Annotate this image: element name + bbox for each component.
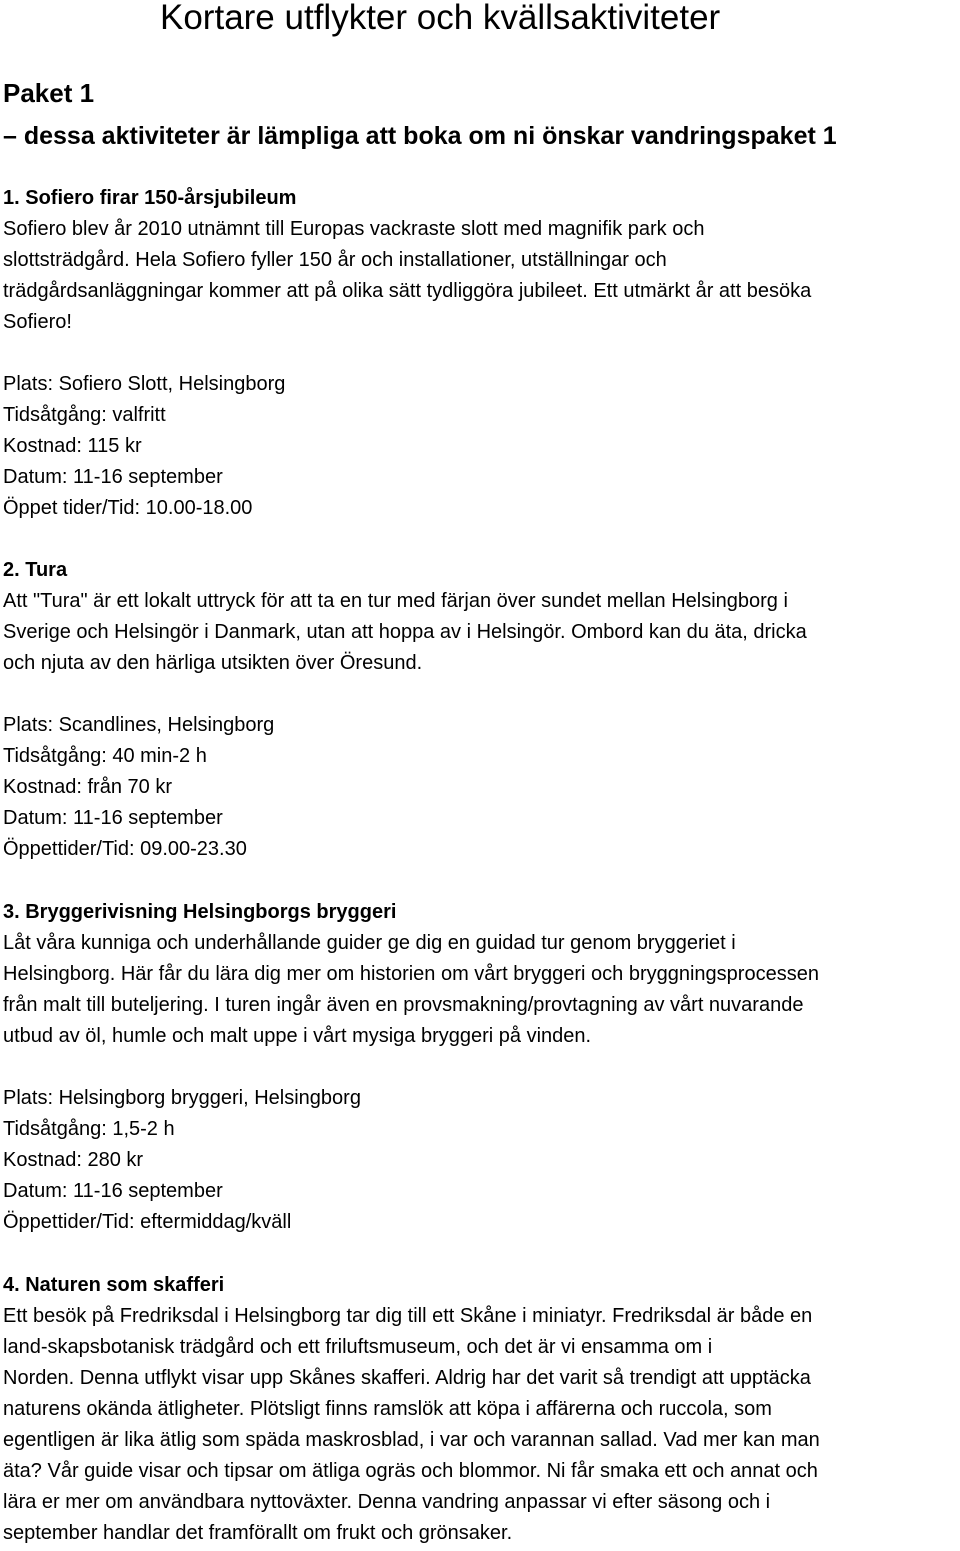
activity-description-line: och njuta av den härliga utsikten över Öresund. <box>3 652 423 674</box>
activity-detail: Tidsåtgång: valfritt <box>3 404 166 426</box>
activity-description-line: Sofiero blev år 2010 utnämnt till Europas vackraste slott med magnifik park och <box>3 218 705 240</box>
activity-detail: Kostnad: från 70 kr <box>3 776 172 798</box>
activity-detail: Plats: Sofiero Slott, Helsingborg <box>3 373 286 395</box>
activity-description-line: naturens okända ätligheter. Plötsligt finns ramslök att köpa i affärerna och ruccola, som <box>3 1398 772 1420</box>
activity-heading: 3. Bryggerivisning Helsingborgs bryggeri <box>3 901 397 923</box>
activity-description-line: från malt till buteljering. I turen ingår även en provsmakning/provtagning av vårt nuvarande <box>3 994 804 1016</box>
activity-detail: Datum: 11-16 september <box>3 466 223 488</box>
package-subtitle: – dessa aktiviteter är lämpliga att boka om ni önskar vandringspaket 1 <box>3 122 837 150</box>
activity-detail: Plats: Scandlines, Helsingborg <box>3 714 275 736</box>
activity-detail: Öppettider/Tid: 09.00-23.30 <box>3 838 247 860</box>
activity-description-line: Helsingborg. Här får du lära dig mer om historien om vårt bryggeri och bryggningsprocessen <box>3 963 819 985</box>
page-title: Kortare utflykter och kvällsaktiviteter <box>160 0 721 37</box>
activity-description-line: Att "Tura" är ett lokalt uttryck för att ta en tur med färjan över sundet mellan Helsingborg i <box>3 590 788 612</box>
activity-description-line: trädgårdsanläggningar kommer att på olika sätt tydliggöra jubileet. Ett utmärkt år att besöka <box>3 280 812 302</box>
activity-detail: Tidsåtgång: 40 min-2 h <box>3 745 207 767</box>
activity-detail: Plats: Helsingborg bryggeri, Helsingborg <box>3 1087 361 1109</box>
activity-heading: 2. Tura <box>3 559 68 581</box>
activity-description-line: Sofiero! <box>3 311 72 333</box>
activity-detail: Datum: 11-16 september <box>3 807 223 829</box>
activity-heading: 4. Naturen som skafferi <box>3 1274 225 1296</box>
activity-heading: 1. Sofiero firar 150-årsjubileum <box>3 187 297 209</box>
activity-description-line: september handlar det framförallt om frukt och grönsaker. <box>3 1522 513 1544</box>
activity-description-line: egentligen är lika ätlig som späda maskrosblad, i var och varannan sallad. Vad mer kan man <box>3 1429 820 1451</box>
activity-detail: Kostnad: 115 kr <box>3 435 142 457</box>
package-title: Paket 1 <box>3 78 95 108</box>
activity-detail: Kostnad: 280 kr <box>3 1149 144 1171</box>
activity-description-line: äta? Vår guide visar och tipsar om ätliga ogräs och blommor. Ni får smaka ett och annat och <box>3 1460 818 1482</box>
activity-description-line: Ett besök på Fredriksdal i Helsingborg tar dig till ett Skåne i miniatyr. Fredriksdal är både en <box>3 1305 813 1327</box>
activity-description-line: utbud av öl, humle och malt uppe i vårt mysiga bryggeri på vinden. <box>3 1025 592 1047</box>
activity-detail: Tidsåtgång: 1,5-2 h <box>3 1118 175 1140</box>
activity-description-line: lära er mer om användbara nyttoväxter. Denna vandring anpassar vi efter säsong och i <box>3 1491 771 1513</box>
activity-detail: Öppettider/Tid: eftermiddag/kväll <box>3 1211 292 1233</box>
activity-description-line: Sverige och Helsingör i Danmark, utan att hoppa av i Helsingör. Ombord kan du äta, dricka <box>3 621 807 643</box>
activity-detail: Öppet tider/Tid: 10.00-18.00 <box>3 497 253 519</box>
activity-description-line: slottsträdgård. Hela Sofiero fyller 150 år och installationer, utställningar och <box>3 249 667 271</box>
activity-detail: Datum: 11-16 september <box>3 1180 223 1202</box>
activity-description-line: Låt våra kunniga och underhållande guider ge dig en guidad tur genom bryggeriet i <box>3 932 736 954</box>
activity-description-line: Norden. Denna utflykt visar upp Skånes skafferi. Aldrig har det varit så trendigt att upptäcka <box>3 1367 811 1389</box>
activity-description-line: land-skapsbotanisk trädgård och ett friluftsmuseum, och det är vi ensamma om i <box>3 1336 713 1358</box>
